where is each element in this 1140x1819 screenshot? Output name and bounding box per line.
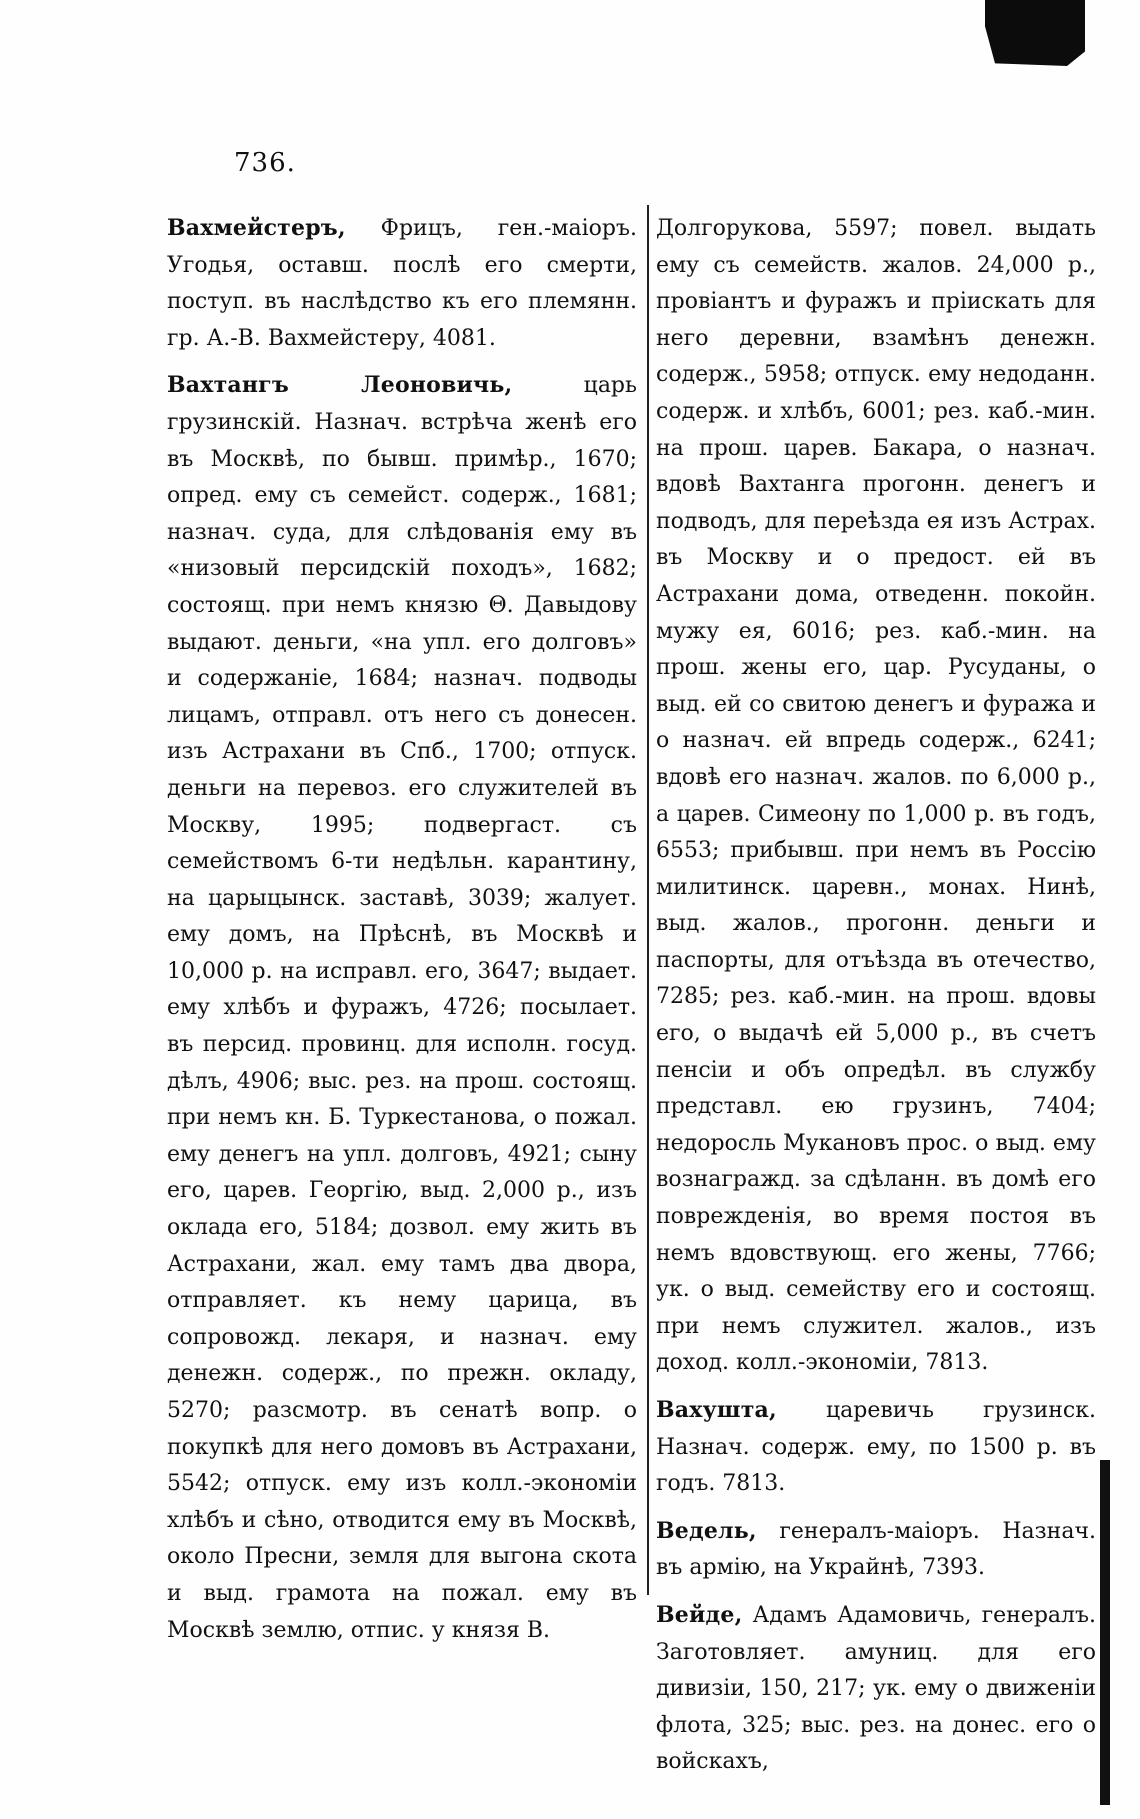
entry-text: Долгорукова, 5597; повел. выдать ему съ семейств. жалов. 24,000 р., провіантъ и фуражъ и пріискать для него деревни, взамѣнъ денежн. содерж., 5958; отпуск. ему недоданн. содерж. и хлѣбъ, 6001; рез. каб.-мин. на прош. царев. Бакара, о назнач. вдовѣ Вахтанга прогонн. денегъ и подводъ, для переѣзда ея изъ Астрах. въ Москву и о предост. ей въ Астрахани дома, отведенн. покойн. мужу ея, 6016; рез. каб.-мин. на прош. жены его, цар. Русуданы, о выд. ей со свитою денегъ и фуража и о назнач. ей впредь содерж., 6241; вдовѣ его назнач. жалов. по 6,000 р., а царев. Симеону по 1,000 р. въ годъ, 6553; прибывш. при немъ въ Россію милитинск. царевн., монах. Нинѣ, выд. жалов., прогонн. деньги и паспорты, для отъѣзда въ отечество, 7285; рез. каб.-мин. на прош. вдовы его, о выдачѣ ей 5,000 р., въ счетъ пенсіи и объ опредѣл. въ службу представл. ею грузинъ, 7404; недоросль Мукановъ прос. о выд. ему вознагражд. за сдѣланн. въ домѣ его поврежденія, во время постоя въ немъ вдовствующ. его жены, 7766; ук. о выд. семейству его и состоящ. при немъ служител. жалов., изъ доход. колл.-экономіи, 7813. (656, 216, 1097, 1376)
index-entry (167, 367, 637, 1649)
right-column (656, 210, 1096, 1791)
entry-text: Фрицъ, ген.-маіоръ. Угодья, оставш. послѣ его смерти, поступ. въ наслѣдство къ его племянн. гр. А.-В. Вахмейстеру, 4081. (167, 216, 637, 351)
index-entry (167, 210, 637, 357)
index-entry (656, 1513, 1096, 1587)
left-column (167, 210, 637, 1659)
entry-text: Адамъ Адамовичь, генералъ. Заготовляет. амуниц. для его дивизіи, 150, 217; ук. ему о движеніи флота, 325; выс. рез. на донес. его о войскахъ, (656, 1602, 1096, 1775)
entry-headword: Ведель, (656, 1517, 757, 1544)
page-number: 736. (234, 148, 296, 178)
index-entry (656, 1392, 1096, 1503)
index-entry-continued (656, 210, 1096, 1382)
column-divider (647, 205, 649, 1595)
index-entry (656, 1597, 1096, 1781)
scan-edge-bar (1100, 1460, 1110, 1805)
scan-corner-mark (985, 0, 1085, 66)
entry-headword: Вахушта, (656, 1397, 777, 1423)
entry-headword: Вахтангъ Леоновичь, (167, 372, 513, 399)
entry-text: царь грузинскій. Назнач. встрѣча женѣ его въ Москвѣ, по бывш. примѣр., 1670; опред. ему съ семейст. содерж., 1681; назнач. суда, для слѣдованія ему въ «низовый персидскій походъ», 1682; состоящ. при немъ князю Θ. Давыдову выдают. деньги, «на упл. его долговъ» и содержаніе, 1684; назнач. подводы лицамъ, отправл. отъ него съ донесен. изъ Астрахани въ Спб., 1700; отпуск. деньги на перевоз. его служителей въ Москву, 1995; подвергаст. съ семействомъ 6-ти недѣльн. карантину, на царыцынск. заставѣ, 3039; жалует. ему домъ, на Прѣснѣ, въ Москвѣ и 10,000 р. на исправл. его, 3647; выдает. ему хлѣбъ и фуражъ, 4726; посылает. въ персид. провинц. для исполн. госуд. дѣлъ, 4906; выс. рез. на прош. состоящ. при немъ кн. Б. Туркестанова, о пожал. ему денегъ на упл. долговъ, 4921; сыну его, царев. Георгію, выд. 2,000 р., изъ оклада его, 5184; дозвол. ему жить въ Астрахани, жал. ему тамъ два двора, отправляет. къ нему царица, въ сопровожд. лекаря, и назнач. ему денежн. содерж., по прежн. окладу, 5270; разсмотр. въ сенатѣ вопр. о покупкѣ для него домовъ въ Астрахани, 5542; отпуск. ему изъ колл.-экономіи хлѣбъ и сѣно, отводится ему въ Москвѣ, около Пресни, земля для выгона скота и выд. грамота на пожал. ему въ Москвѣ землю, отпис. у князя В. (167, 373, 637, 1643)
entry-headword: Вейде, (656, 1601, 743, 1628)
entry-text: царевичь грузинск. Назнач. содерж. ему, по 1500 р. въ годъ. 7813. (656, 1398, 1096, 1497)
entry-text: генералъ-маіоръ. Назнач. въ армію, на Украйнѣ, 7393. (656, 1518, 1096, 1581)
entry-headword: Вахмейстеръ, (167, 215, 346, 241)
